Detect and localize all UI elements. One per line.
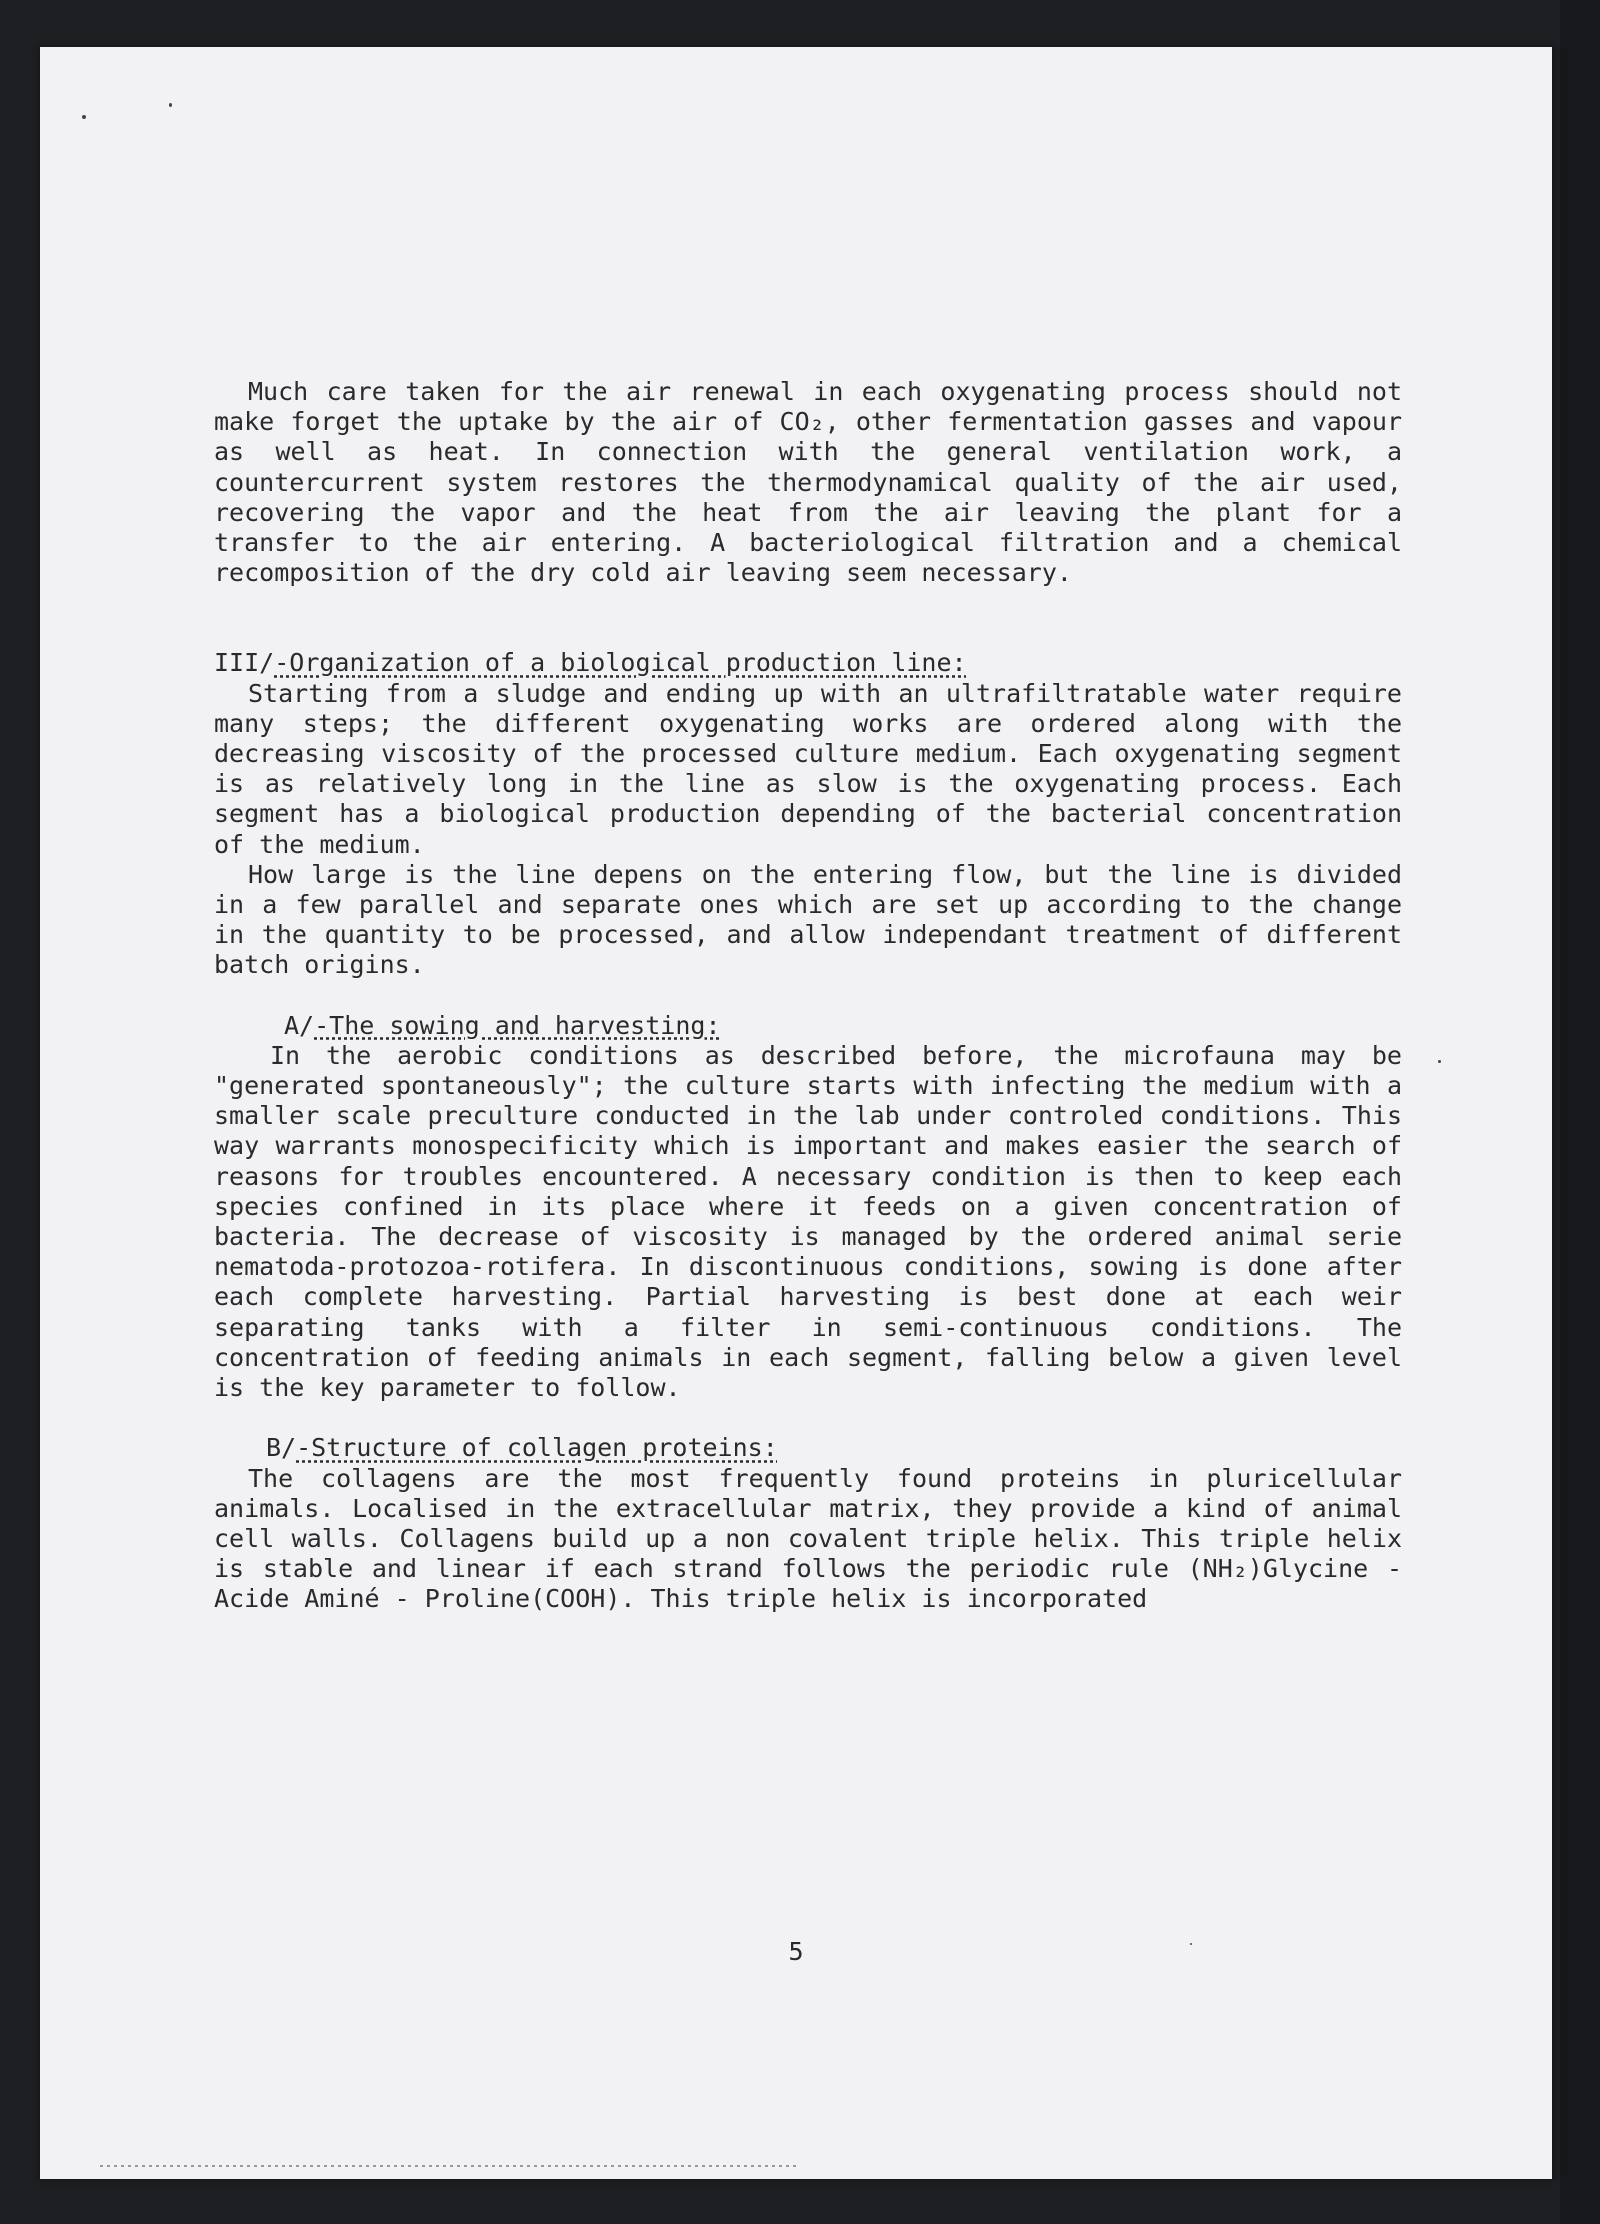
subsection-title: -The sowing and harvesting:	[314, 1010, 721, 1040]
intro-paragraph: Much care taken for the air renewal in each oxygenating process should not make forget the uptake by the air of CO₂, other fermentation gasses and vapour as well as heat. In connection with the general ventilation work, a countercurrent system restores the thermodynamical quality of the air used, recovering the vapor and the heat from the air leaving the plant for a transfer to the air entering. A bacteriological filtration and a chemical recomposition of the dry cold air leaving seem necessary.	[214, 377, 1402, 588]
organization-paragraph-1: Starting from a sludge and ending up with an ultrafiltratable water require many steps; the different oxygenating works are ordered along with the decreasing viscosity of the processed culture medium. Each oxygenating segment is as relatively long in the line as slow is the oxygenating process. Each segment has a biological production depending of the bacterial concentration of the medium.	[214, 678, 1402, 859]
document-page	[40, 47, 1552, 2179]
scan-speck	[82, 115, 86, 119]
scan-speck	[1438, 1060, 1441, 1063]
scanner-backdrop	[1560, 0, 1600, 2224]
subsection-heading-sowing	[214, 1011, 1402, 1041]
section-number: III/	[214, 648, 275, 678]
subsection-heading-collagen	[214, 1433, 1402, 1463]
subsection-title: -Structure of collagen proteins:	[296, 1433, 778, 1463]
scan-speck	[169, 103, 172, 107]
subsection-number: A/	[284, 1010, 315, 1040]
section-title: -Organization of a biological production line:	[274, 648, 967, 678]
document-body	[214, 377, 1402, 1615]
page-number: 5	[788, 1937, 804, 1966]
section-heading-organization	[214, 648, 1402, 678]
scan-edge-mark	[100, 2165, 800, 2167]
collagen-paragraph: The collagens are the most frequently found proteins in pluricellular animals. Localised in the extracellular matrix, they provide a kind of animal cell walls. Collagens build up a non covalent triple helix. This triple helix is stable and linear if each strand follows the periodic rule (NH₂)Glycine - Acide Aminé - Proline(COOH). This triple helix is incorporated	[214, 1463, 1402, 1614]
organization-paragraph-2: How large is the line depens on the entering flow, but the line is divided in a few parallel and separate ones which are set up according to the change in the quantity to be processed, and allow independant treatment of different batch origins.	[214, 859, 1402, 980]
sowing-paragraph: In the aerobic conditions as described before, the microfauna may be "generated spontaneously"; the culture starts with infecting the medium with a smaller scale preculture conducted in the lab under controled conditions. This way warrants monospecificity which is important and makes easier the search of reasons for troubles encountered. A necessary condition is then to keep each species confined in its place where it feeds on a given concentration of bacteria. The decrease of viscosity is managed by the ordered animal serie nematoda-protozoa-rotifera. In discontinuous conditions, sowing is done after each complete harvesting. Partial harvesting is best done at each weir separating tanks with a filter in semi-continuous conditions. The concentration of feeding animals in each segment, falling below a given level is the key parameter to follow.	[214, 1040, 1402, 1403]
subsection-number: B/	[266, 1433, 297, 1463]
